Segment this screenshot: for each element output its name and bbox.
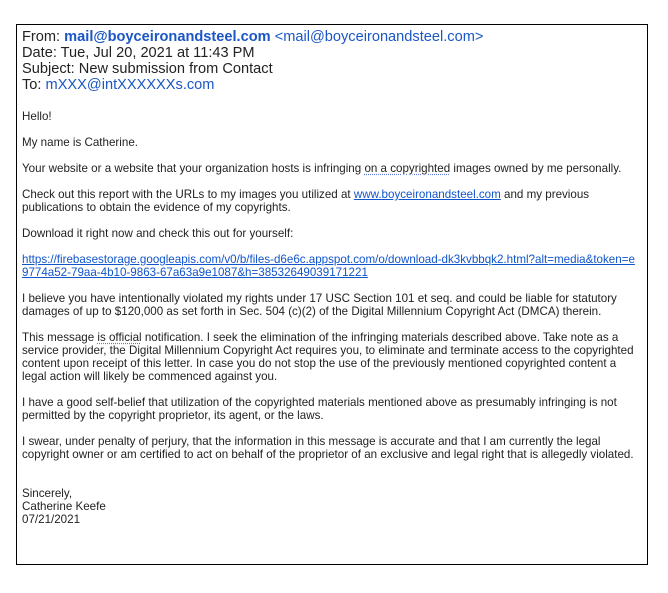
email-frame <box>16 24 648 565</box>
to-address-link[interactable]: mXXX@intXXXXXXs.com <box>45 77 215 93</box>
signature-date: 07/21/2021 <box>22 513 81 526</box>
from-name-link[interactable]: mail@boyceironandsteel.com <box>64 29 271 45</box>
download-url-link[interactable]: https://firebasestorage.googleapis.com/v0/b/files-d6e6c.appspot.com/o/download-dk3kvbbqk2.html?alt=media&token=e9774a52-79aa-4b10-9863-67a63a9e1087&h=38532649039171221 <box>22 253 635 279</box>
to-line <box>22 77 641 93</box>
email-header <box>22 29 641 93</box>
download-paragraph: Download it right now and check this out for yourself: <box>22 227 294 240</box>
report-paragraph <box>22 188 641 214</box>
infringement-paragraph <box>22 162 641 175</box>
text-span: notification. I seek the elimination of the infringing materials described above. Take note as a service provider, the Digital Millennium Copyright Act requires you, to eliminate and terminate access to the copyrighted content upon receipt of this letter. In case you do not stop the use of the previously mentioned copyrighted content a legal action will likely be commenced against you. <box>22 331 634 383</box>
perjury-paragraph: I swear, under penalty of perjury, that the information in this message is accurate and that I am currently the legal copyright owner or am certified to act on behalf of the proprietor of an exclusive and legal right that is allegedly violated. <box>22 435 634 461</box>
spellcheck-flag: on a copyrighted <box>364 162 451 175</box>
text-span: and my previous publications to obtain the evidence of my copyrights. <box>22 188 590 214</box>
from-label: From: <box>22 29 61 45</box>
signer-name: Catherine Keefe <box>22 500 106 513</box>
belief-paragraph: I have a good self-belief that utilization of the copyrighted materials mentioned above as presumably infringing is not permitted by the copyright proprietor, its agent, or the laws. <box>22 396 617 422</box>
legal-paragraph: I believe you have intentionally violated my rights under 17 USC Section 101 et seq. and could be liable for statutory damages of up to $120,000 as set forth in Sec. 504 (c)(2) of the Digital Millennium Copyright Act (DMCA) therein. <box>22 292 617 318</box>
intro-paragraph: My name is Catherine. <box>22 136 138 149</box>
text-span: images owned by me personally. <box>450 162 622 175</box>
email-body <box>22 110 641 526</box>
text-span: This message <box>22 331 98 344</box>
date-line: Date: Tue, Jul 20, 2021 at 11:43 PM <box>22 45 255 61</box>
signature-block <box>22 487 641 526</box>
from-address-link[interactable]: <mail@boyceironandsteel.com> <box>274 29 484 45</box>
url-paragraph <box>22 253 641 279</box>
text-span: Check out this report with the URLs to my images you utilized at <box>22 188 354 201</box>
to-label: To: <box>22 77 42 93</box>
greeting: Hello! <box>22 110 52 123</box>
text-span: Your website or a website that your organization hosts is infringing <box>22 162 365 175</box>
closing: Sincerely, <box>22 487 73 500</box>
spellcheck-flag: is official <box>97 331 142 344</box>
subject-line: Subject: New submission from Contact <box>22 61 273 77</box>
notice-paragraph <box>22 331 641 383</box>
from-line <box>22 29 641 45</box>
website-link[interactable]: www.boyceironandsteel.com <box>353 188 501 201</box>
